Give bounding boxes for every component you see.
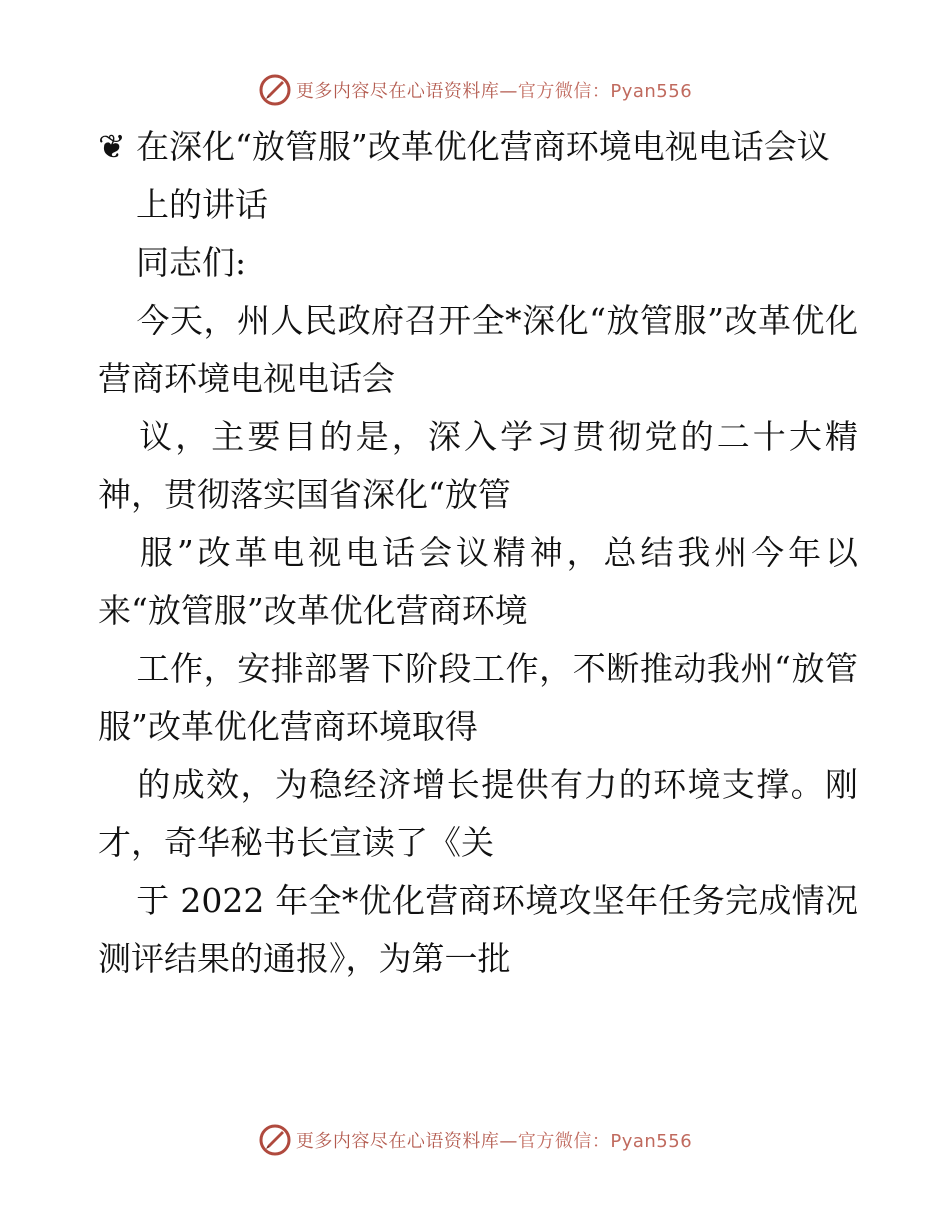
paragraph-6 <box>98 872 858 988</box>
document-title <box>98 118 858 176</box>
paragraph-4 <box>98 640 858 756</box>
header-banner-inner <box>258 73 692 107</box>
paragraph-5 <box>98 756 858 872</box>
paragraph-salutation <box>98 234 858 292</box>
leaf-icon: ❦ <box>98 127 126 166</box>
subtitle-text: 上的讲话 <box>136 185 268 224</box>
paragraph-text: 工作，安排部署下阶段工作，不断推动我州“放管服”改革优化营商环境取得 <box>98 649 858 746</box>
paragraph-text: 服”改革电视电话会议精神，总结我州今年以来“放管服”改革优化营商环境 <box>98 533 858 630</box>
salutation-text: 同志们: <box>136 243 247 282</box>
banner-title: 更多内容尽在心语资料库— <box>295 1131 518 1152</box>
paragraph-text: 今天，州人民政府召开全*深化“放管服”改革优化营商环境电视电话会 <box>98 301 858 398</box>
title-text: 在深化“放管服”改革优化营商环境电视电话会议 <box>136 127 830 166</box>
paragraph-3 <box>98 524 858 640</box>
paragraph-text: 议，主要目的是，深入学习贯彻党的二十大精神，贯彻落实国省深化“放管 <box>98 417 858 514</box>
logo-icon <box>258 73 292 107</box>
logo-icon <box>258 1123 292 1157</box>
banner-title: 更多内容尽在心语资料库— <box>295 81 518 102</box>
paragraph-1 <box>98 292 858 408</box>
banner-text <box>296 1127 692 1153</box>
paragraph-text: 的成效，为稳经济增长提供有力的环境支撑。刚才，奇华秘书长宣读了《关 <box>98 765 858 862</box>
paragraph-2 <box>98 408 858 524</box>
footer-banner-inner <box>258 1123 692 1157</box>
banner-text <box>296 77 692 103</box>
banner-wechat: 官方微信：Pyan556 <box>517 1131 693 1152</box>
paragraph-text: 于 2022 年全*优化营商环境攻坚年任务完成情况测评结果的通报》，为第一批 <box>98 881 858 978</box>
paragraph-subtitle <box>98 176 858 234</box>
document-body <box>98 118 858 988</box>
banner-wechat: 官方微信：Pyan556 <box>517 81 693 102</box>
footer-banner <box>0 1120 950 1160</box>
header-banner <box>0 70 950 110</box>
